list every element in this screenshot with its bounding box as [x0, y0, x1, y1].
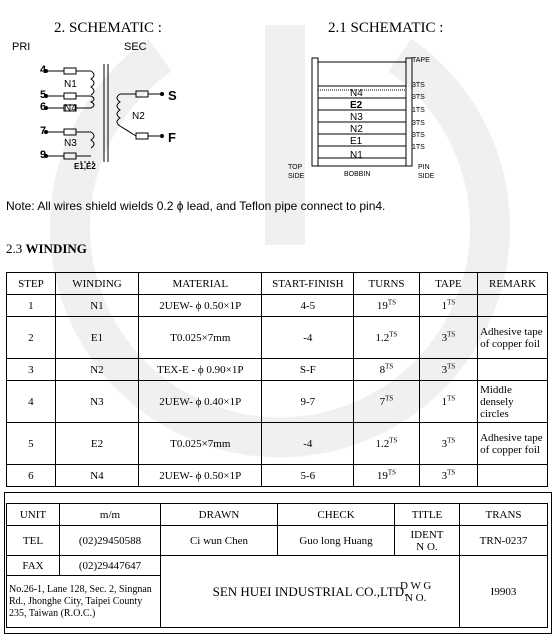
header-tape: TAPE — [419, 273, 477, 295]
drawn-label: DRAWN — [161, 504, 278, 526]
fax-label: FAX — [7, 556, 60, 576]
winding-label-n1: N1 — [64, 79, 77, 90]
title-block-table — [6, 503, 548, 628]
cell-winding: E2 — [55, 423, 138, 465]
table-row — [7, 381, 548, 423]
winding-title-prefix: 2.3 — [6, 241, 26, 256]
tape-value: 3 — [441, 437, 448, 450]
cell-winding: N1 — [55, 295, 138, 317]
table-row — [7, 317, 548, 359]
cell-turns — [354, 359, 419, 381]
table-header-row — [7, 273, 548, 295]
pin-5: 5 — [40, 89, 47, 101]
unit-value: m/m — [60, 504, 161, 526]
tape-label: TAPE — [412, 57, 430, 64]
table-row — [7, 465, 548, 487]
cell-remark: Adhesive tape of copper foil — [478, 423, 548, 465]
cell-start-finish: S-F — [262, 359, 354, 381]
winding-label-n3: N3 — [64, 138, 77, 149]
schematic-title: 2. SCHEMATIC : — [54, 20, 162, 36]
layer-n1: N1 — [350, 150, 363, 161]
cell-remark — [478, 465, 548, 487]
cell-turns — [354, 423, 419, 465]
tape-turns-6: 1TS — [412, 144, 425, 151]
header-start-finish: START-FINISH — [262, 273, 354, 295]
check-value: Guo long Huang — [278, 526, 395, 556]
cell-winding: N3 — [55, 381, 138, 423]
cell-start-finish: 4-5 — [262, 295, 354, 317]
header-step: STEP — [7, 273, 56, 295]
cell-turns — [354, 317, 419, 359]
note-text: Note: All wires shield wields 0.2 ϕ lead, and Teflon pipe connect to pin4. — [6, 199, 386, 213]
shield-label: E1,E2 — [74, 162, 96, 171]
header-turns: TURNS — [354, 273, 419, 295]
cell-tape — [419, 423, 477, 465]
cell-remark: Adhesive tape of copper foil — [478, 317, 548, 359]
ident-label: IDENT N O. — [395, 526, 460, 556]
company-address: No.26-1, Lane 128, Sec. 2, Singnan Rd., Jhonghe City, Taipei County 235, Taiwan (R.O.C.) — [7, 576, 161, 628]
header-remark: REMARK — [478, 273, 548, 295]
tape-unit: TS — [447, 467, 456, 476]
turns-unit: TS — [385, 393, 394, 402]
cell-winding: E1 — [55, 317, 138, 359]
bobbin-label: BOBBIN — [344, 171, 371, 178]
layer-n3: N3 — [350, 112, 363, 123]
tape-turns-1: 3TS — [412, 82, 425, 89]
check-label: CHECK — [278, 504, 395, 526]
header-material: MATERIAL — [139, 273, 262, 295]
turns-value: 19 — [376, 299, 388, 312]
tape-unit: TS — [447, 297, 456, 306]
winding-title-bold: WINDING — [25, 241, 87, 256]
winding-title — [6, 241, 87, 257]
turns-unit: TS — [389, 329, 398, 338]
layer-e2: E2 — [350, 100, 363, 111]
tape-value: 3 — [441, 331, 448, 344]
cell-step: 3 — [7, 359, 56, 381]
table-row — [7, 359, 548, 381]
output-f: F — [168, 130, 176, 145]
pin-side-label: PIN SIDE — [418, 164, 435, 180]
dwg-value: I9903 — [460, 556, 548, 628]
cell-tape — [419, 381, 477, 423]
pin-9: 9 — [40, 149, 47, 161]
cell-tape — [419, 359, 477, 381]
turns-unit: TS — [387, 467, 397, 476]
cell-winding: N2 — [55, 359, 138, 381]
ident-value: TRN-0237 — [460, 526, 548, 556]
cell-material: 2UEW- ϕ 0.50×1P — [139, 465, 262, 487]
cell-step: 1 — [7, 295, 56, 317]
unit-label: UNIT — [7, 504, 60, 526]
winding-table — [6, 272, 548, 487]
tape-turns-4: 3TS — [412, 120, 425, 127]
cell-step: 2 — [7, 317, 56, 359]
cell-material: TEX-E - ϕ 0.90×1P — [139, 359, 262, 381]
layer-e1: E1 — [350, 136, 363, 147]
cell-tape — [419, 295, 477, 317]
tape-turns-5: 3TS — [412, 132, 425, 139]
turns-value: 8 — [379, 363, 386, 376]
schematic-diagram — [36, 56, 196, 176]
layer-n4: N4 — [350, 88, 363, 99]
cell-material: 2UEW- ϕ 0.40×1P — [139, 381, 262, 423]
dwg-label: D W G N O. — [400, 580, 432, 604]
cell-remark — [478, 359, 548, 381]
turns-unit: TS — [387, 297, 397, 306]
cell-step: 5 — [7, 423, 56, 465]
schematic2-title: 2.1 SCHEMATIC : — [328, 20, 444, 36]
sec-label: SEC — [124, 41, 147, 53]
turns-value: 7 — [379, 395, 386, 408]
cell-start-finish: 5-6 — [262, 465, 354, 487]
cell-start-finish: 9-7 — [262, 381, 354, 423]
tel-value: (02)29450588 — [60, 526, 161, 556]
tape-value: 1 — [441, 299, 448, 312]
turns-unit: TS — [385, 361, 394, 370]
tape-turns-3: 1TS — [412, 107, 425, 114]
winding-label-n4: N4 — [64, 103, 77, 114]
cell-remark: Middle densely circles — [478, 381, 548, 423]
cell-remark — [478, 295, 548, 317]
company-name: SEN HUEI INDUSTRIAL CO.,LTD. — [161, 556, 460, 628]
top-side-label: TOP SIDE — [288, 164, 305, 180]
pri-label: PRI — [12, 41, 31, 53]
layer-n2: N2 — [350, 124, 363, 135]
title-label: TITLE — [395, 504, 460, 526]
pin-6: 6 — [40, 101, 47, 113]
table-row — [7, 423, 548, 465]
output-s: S — [168, 88, 177, 103]
turns-unit: TS — [389, 435, 398, 444]
drawn-value: Ci wun Chen — [161, 526, 278, 556]
tape-unit: TS — [447, 435, 456, 444]
cell-material: T0.025×7mm — [139, 423, 262, 465]
fax-value: (02)29447647 — [60, 556, 161, 576]
cell-step: 4 — [7, 381, 56, 423]
trans-label: TRANS — [460, 504, 548, 526]
turns-value: 1.2 — [375, 331, 390, 344]
tape-unit: TS — [447, 329, 456, 338]
cell-start-finish: -4 — [262, 423, 354, 465]
bobbin-diagram — [308, 56, 418, 176]
cell-turns — [354, 381, 419, 423]
table-row — [7, 295, 548, 317]
cell-material: 2UEW- ϕ 0.50×1P — [139, 295, 262, 317]
cell-turns — [354, 295, 419, 317]
turns-value: 19 — [376, 469, 388, 482]
winding-label-n2: N2 — [132, 111, 145, 122]
cell-winding: N4 — [55, 465, 138, 487]
cell-tape — [419, 465, 477, 487]
header-winding: WINDING — [55, 273, 138, 295]
cell-turns — [354, 465, 419, 487]
tape-unit: TS — [447, 393, 456, 402]
cell-start-finish: -4 — [262, 317, 354, 359]
turns-value: 1.2 — [375, 437, 390, 450]
tape-value: 1 — [441, 395, 448, 408]
tel-label: TEL — [7, 526, 60, 556]
tape-value: 3 — [441, 469, 448, 482]
pin-4: 4 — [40, 64, 47, 76]
tape-unit: TS — [447, 361, 456, 370]
tape-value: 3 — [441, 363, 448, 376]
cell-step: 6 — [7, 465, 56, 487]
pin-7: 7 — [40, 125, 47, 137]
tape-turns-2: 3TS — [412, 94, 425, 101]
cell-material: T0.025×7mm — [139, 317, 262, 359]
cell-tape — [419, 317, 477, 359]
